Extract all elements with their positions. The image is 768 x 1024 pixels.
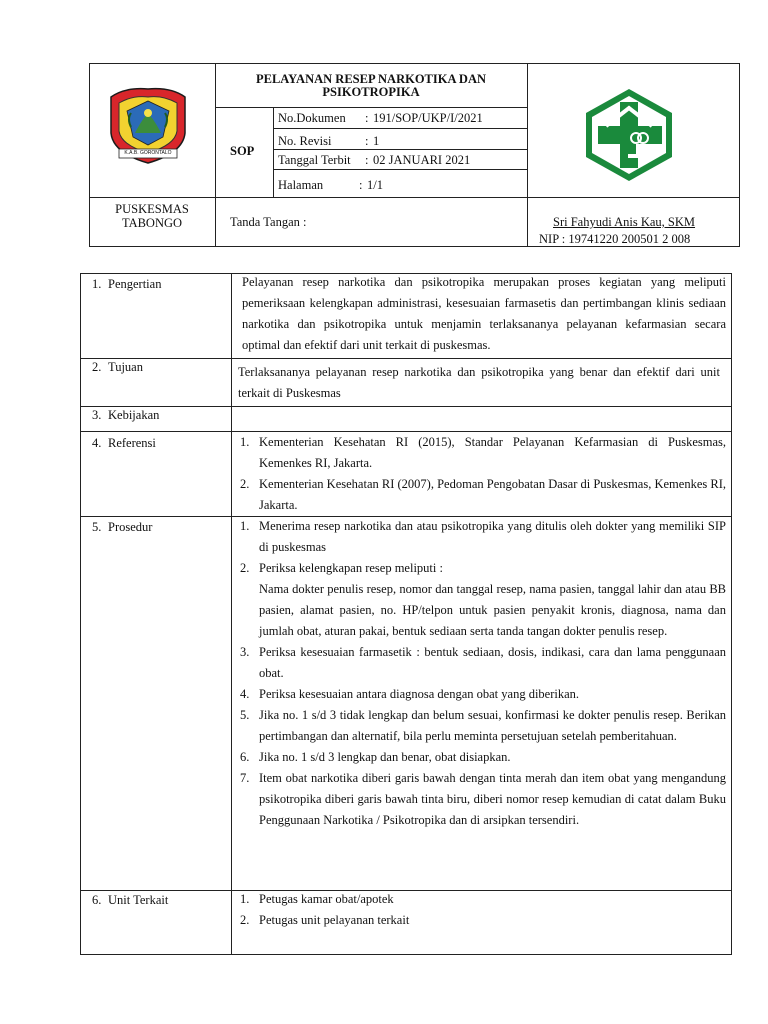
- list-item: 1. Petugas kamar obat/apotek: [240, 892, 394, 906]
- section-number: 2.: [92, 360, 102, 374]
- section-number: 1.: [92, 277, 102, 291]
- signer-name: Sri Fahyudi Anis Kau, SKM: [553, 215, 696, 229]
- field-label: Halaman: [278, 178, 324, 192]
- list-item: 1. Menerima resep narkotika dan atau psikotropika yang ditulis oleh dokter yang memiliki SIP di puskesmas: [240, 519, 726, 554]
- field-sep: :: [365, 153, 369, 167]
- field-value: 02 JANUARI 2021: [373, 153, 471, 167]
- list-item: 2. Periksa kelengkapan resep meliputi : Nama dokter penulis resep, nomor dan tanggal resep, nama pasien, tanggal lahir dan atau BB pasien, alamat pasien, no. HP/telpon untuk pasien penyakit kronis, diagnosa, nama dan jumlah obat, aturan pakai, bentuk sediaan serta tanda tangan dokter penulis resep.: [240, 561, 726, 638]
- field-sep: :: [365, 111, 369, 125]
- section-number: 6.: [92, 893, 102, 907]
- section-text: Terlaksananya pelayanan resep narkotika dan psikotropika yang benar dan efektif dari unit terkait di Puskesmas: [238, 365, 720, 400]
- field-sep: :: [359, 178, 363, 192]
- list-item: 6. Jika no. 1 s/d 3 lengkap dan benar, obat disiapkan.: [240, 750, 511, 764]
- field-value: 1/1: [367, 178, 383, 192]
- list-item: 7. Item obat narkotika diberi garis bawah dengan tinta merah dan item obat yang mengandung psikotropika diberi garis bawah tinta biru, diberi nomor resep kemudian di catat dalam Buku Penggunaan Narkotika / Psikotropika dan di arsipkan tersendiri.: [240, 771, 726, 827]
- referensi-list: [240, 432, 726, 516]
- field-label: Tanggal Terbit: [278, 153, 351, 167]
- list-item: 2. Kementerian Kesehatan RI (2007), Pedoman Pengobatan Dasar di Puskesmas, Kemenkes RI, Jakarta.: [240, 477, 726, 512]
- section-label: Pengertian: [108, 277, 162, 291]
- section-label: Referensi: [108, 436, 156, 450]
- regency-emblem: [105, 83, 191, 169]
- section-label: Prosedur: [108, 520, 153, 534]
- list-item: 1. Kementerian Kesehatan RI (2015), Standar Pelayanan Kefarmasian di Puskesmas, Kemenkes RI, Jakarta.: [240, 435, 726, 470]
- field-label: No. Revisi: [278, 134, 332, 148]
- puskesmas-name-line1: PUSKESMAS: [115, 202, 189, 216]
- field-label: No.Dokumen: [278, 111, 346, 125]
- sop-label: SOP: [230, 144, 255, 158]
- prosedur-list: [240, 516, 726, 831]
- list-item: 3. Periksa kesesuaian farmasetik : bentuk sediaan, dosis, indikasi, cara dan lama penggunaan obat.: [240, 645, 726, 680]
- field-sep: :: [365, 134, 369, 148]
- list-item: 5. Jika no. 1 s/d 3 tidak lengkap dan belum sesuai, konfirmasi ke dokter penulis resep. Berikan pertimbangan dan alternatif, bila perlu meminta persetujuan setelah pemberitahuan.: [240, 708, 726, 743]
- field-value: 191/SOP/UKP/I/2021: [373, 111, 483, 125]
- puskesmas-logo: [580, 86, 678, 184]
- emblem-ribbon-text: K.A.B. GORONTALO: [124, 150, 172, 156]
- field-value: 1: [373, 134, 380, 148]
- doc-title-line1: PELAYANAN RESEP NARKOTIKA DAN: [255, 72, 487, 86]
- section-text: Pelayanan resep narkotika dan psikotropika merupakan proses kegiatan yang meliputi pemeriksaan kelengkapan administrasi, kesesuaian farmasetis dan pertimbangan klinis sediaan narkotika dan psikotropika untuk menjamin terlaksananya pelayanan kefarmasian secara optimal dan efektif dari unit terkait di puskesmas.: [242, 275, 726, 352]
- section-label: Unit Terkait: [108, 893, 169, 907]
- signature-label: Tanda Tangan :: [230, 215, 307, 229]
- section-number: 3.: [92, 408, 102, 422]
- unit-terkait-list: [240, 889, 726, 931]
- section-label: Tujuan: [108, 360, 143, 374]
- doc-title-line2: PSIKOTROPIKA: [322, 85, 420, 99]
- section-number: 5.: [92, 520, 102, 534]
- section-label: Kebijakan: [108, 408, 160, 422]
- section-number: 4.: [92, 436, 102, 450]
- signer-nip: NIP : 19741220 200501 2 008: [539, 232, 691, 246]
- puskesmas-name-line2: TABONGO: [121, 216, 183, 230]
- list-item: 2. Petugas unit pelayanan terkait: [240, 913, 410, 927]
- list-item: 4. Periksa kesesuaian antara diagnosa dengan obat yang diberikan.: [240, 687, 580, 701]
- list-item-detail: Nama dokter penulis resep, nomor dan tanggal resep, nama pasien, tanggal lahir dan atau BB pasien, alamat pasien, no. HP/telpon untuk pasien penyakit kronis, diagnosa, nama dan jumlah obat, aturan pakai, bentuk sediaan serta tanda tangan dokter penulis resep.: [259, 582, 726, 638]
